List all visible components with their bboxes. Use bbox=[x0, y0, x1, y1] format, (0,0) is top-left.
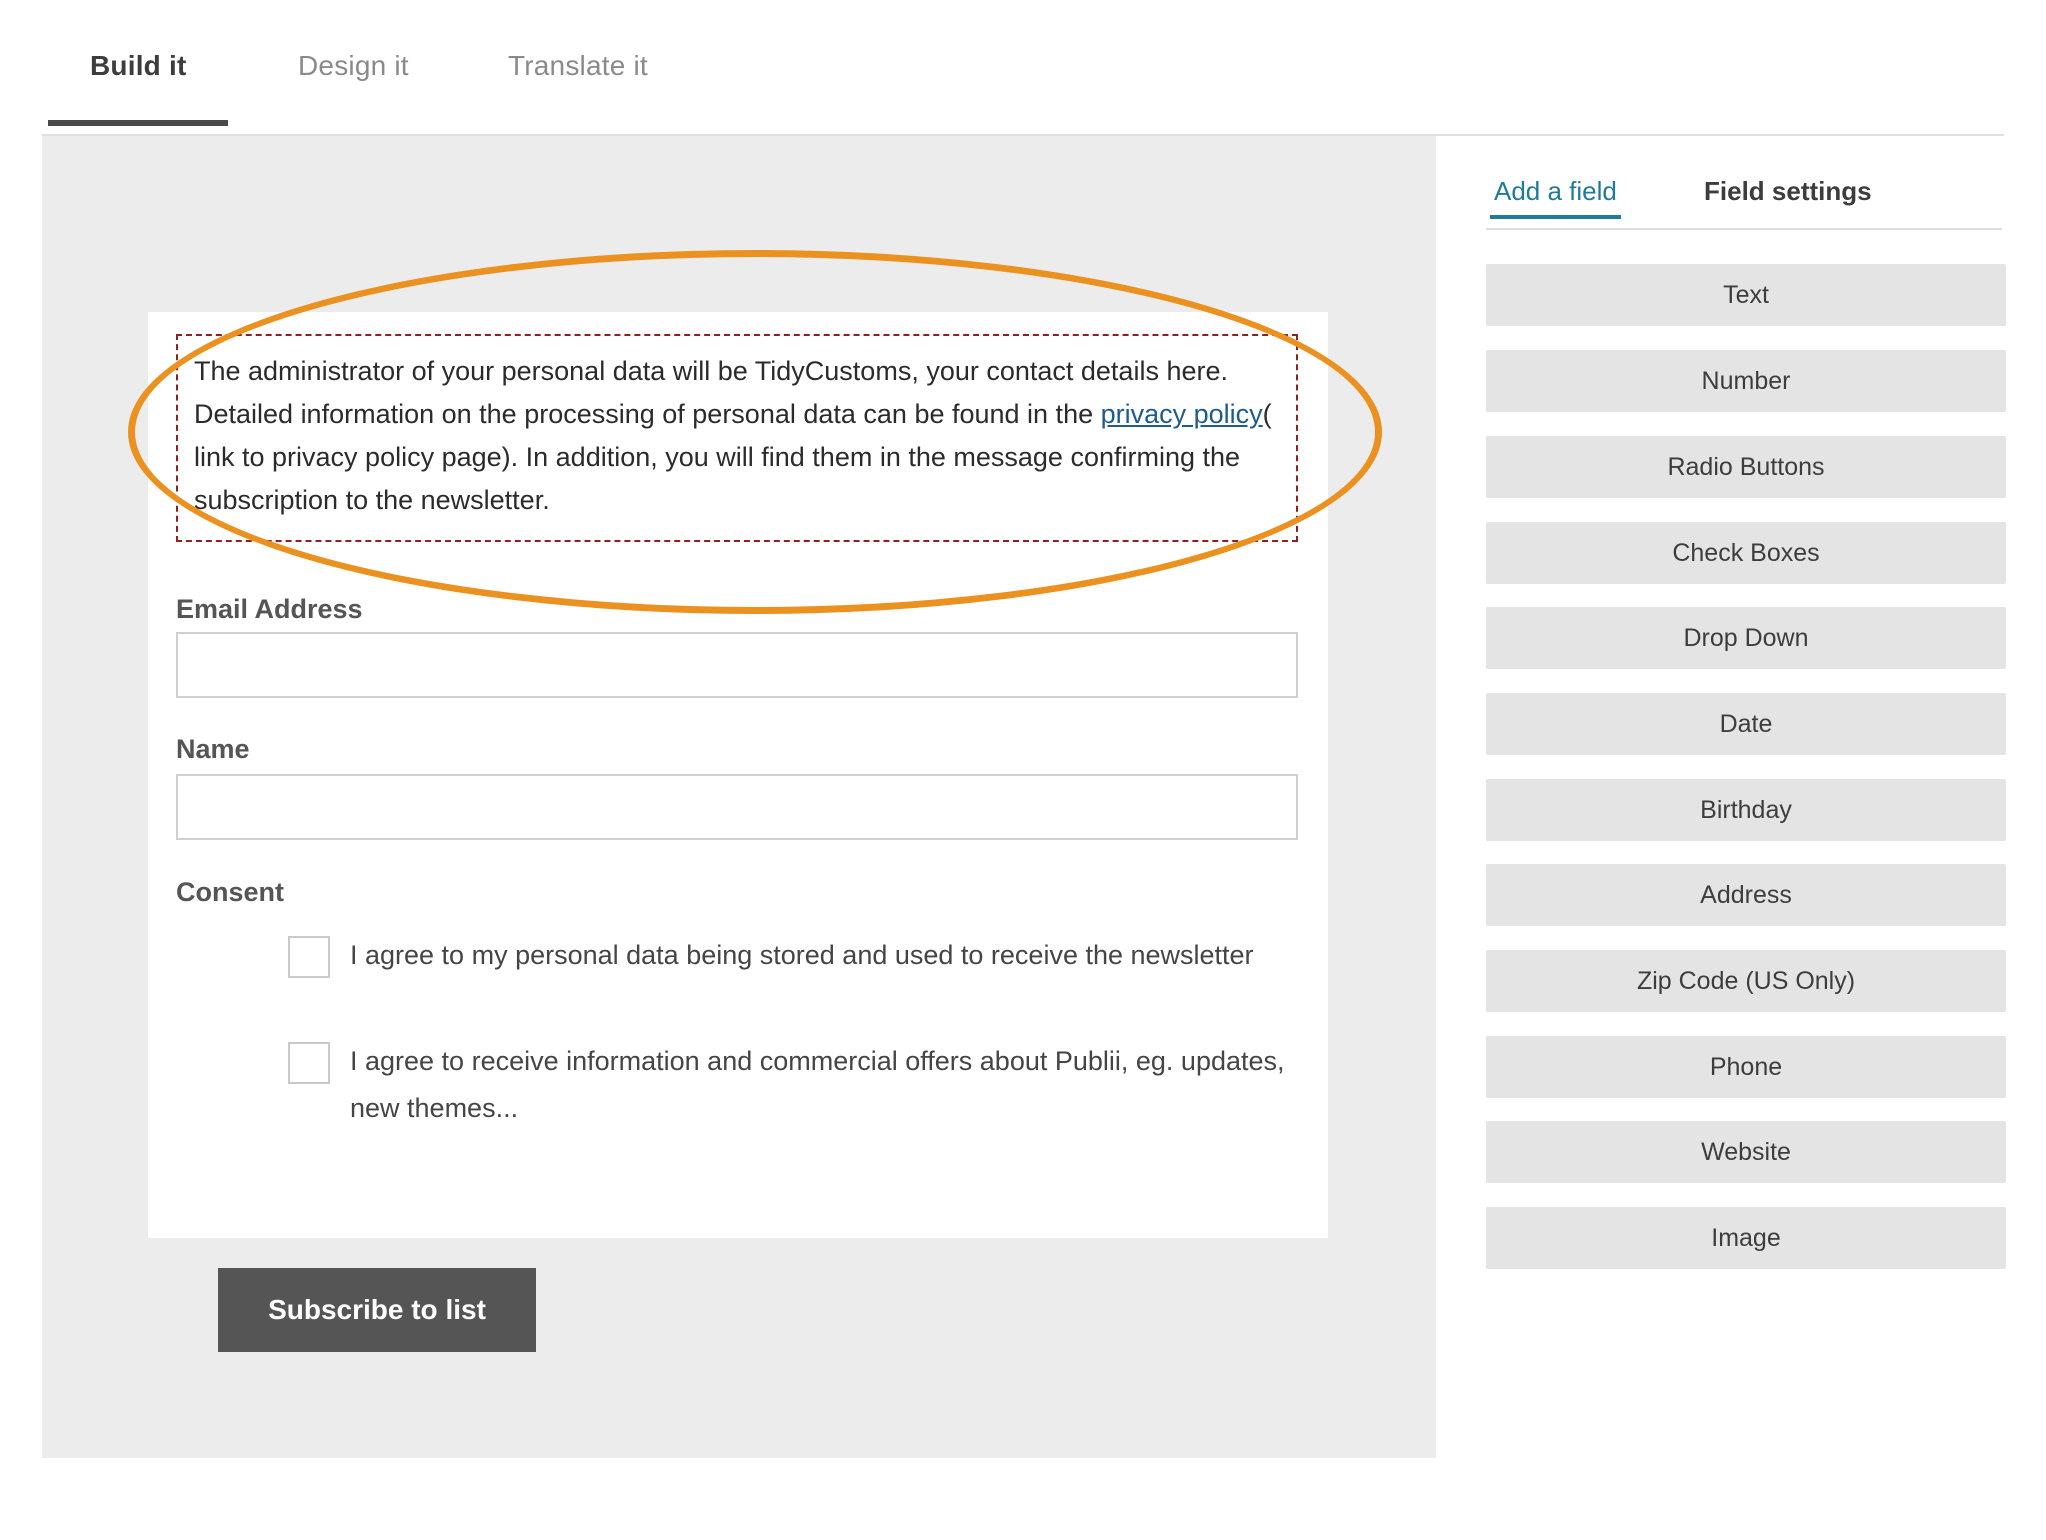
tab-field-settings[interactable]: Field settings bbox=[1704, 176, 1872, 206]
consent-checkbox-2[interactable] bbox=[288, 1042, 330, 1084]
form-preview-card bbox=[148, 312, 1328, 1238]
add-field-image[interactable]: Image bbox=[1486, 1207, 2006, 1269]
add-field-address[interactable]: Address bbox=[1486, 864, 2006, 926]
add-field-check-boxes[interactable]: Check Boxes bbox=[1486, 522, 2006, 584]
field-panel bbox=[1470, 136, 2010, 1458]
add-field-date[interactable]: Date bbox=[1486, 693, 2006, 755]
add-field-zip-code[interactable]: Zip Code (US Only) bbox=[1486, 950, 2006, 1012]
add-field-number[interactable]: Number bbox=[1486, 350, 2006, 412]
paragraph-text-part2: ( link to privacy policy page). In addition, you will find them in the message confirming the subscription to the newsletter. bbox=[194, 399, 1272, 515]
name-input[interactable] bbox=[176, 774, 1298, 840]
add-field-birthday[interactable]: Birthday bbox=[1486, 779, 2006, 841]
email-address-input[interactable] bbox=[176, 632, 1298, 698]
label-email-address: Email Address bbox=[176, 594, 363, 624]
add-field-website[interactable]: Website bbox=[1486, 1121, 2006, 1183]
consent-checkbox-1-label: I agree to my personal data being stored and used to receive the newsletter bbox=[350, 940, 1254, 970]
label-consent: Consent bbox=[176, 877, 284, 907]
paragraph-field-selected[interactable] bbox=[176, 334, 1298, 542]
add-field-drop-down[interactable]: Drop Down bbox=[1486, 607, 2006, 669]
subscribe-to-list-button[interactable]: Subscribe to list bbox=[218, 1268, 536, 1352]
add-field-text[interactable]: Text bbox=[1486, 264, 2006, 326]
field-panel-tab-bar bbox=[1486, 166, 2002, 230]
form-builder-canvas bbox=[42, 136, 1436, 1458]
main-tab-bar bbox=[42, 0, 2004, 136]
consent-checkbox-2-label: I agree to receive information and commercial offers about Publii, eg. updates, new themes... bbox=[350, 1046, 1285, 1123]
consent-checkbox-1[interactable] bbox=[288, 936, 330, 978]
add-field-phone[interactable]: Phone bbox=[1486, 1036, 2006, 1098]
tab-build-it[interactable]: Build it bbox=[90, 50, 187, 81]
tab-translate-it[interactable]: Translate it bbox=[508, 50, 648, 81]
paragraph-text bbox=[194, 350, 1280, 522]
paragraph-text-part1: The administrator of your personal data will be TidyCustoms, your contact details here. Detailed information on the processing of personal data can be found in the bbox=[194, 356, 1228, 429]
label-name: Name bbox=[176, 734, 250, 764]
privacy-policy-link[interactable]: privacy policy bbox=[1100, 399, 1263, 429]
add-field-radio-buttons[interactable]: Radio Buttons bbox=[1486, 436, 2006, 498]
tab-design-it[interactable]: Design it bbox=[298, 50, 409, 81]
tab-add-a-field[interactable]: Add a field bbox=[1494, 176, 1617, 206]
